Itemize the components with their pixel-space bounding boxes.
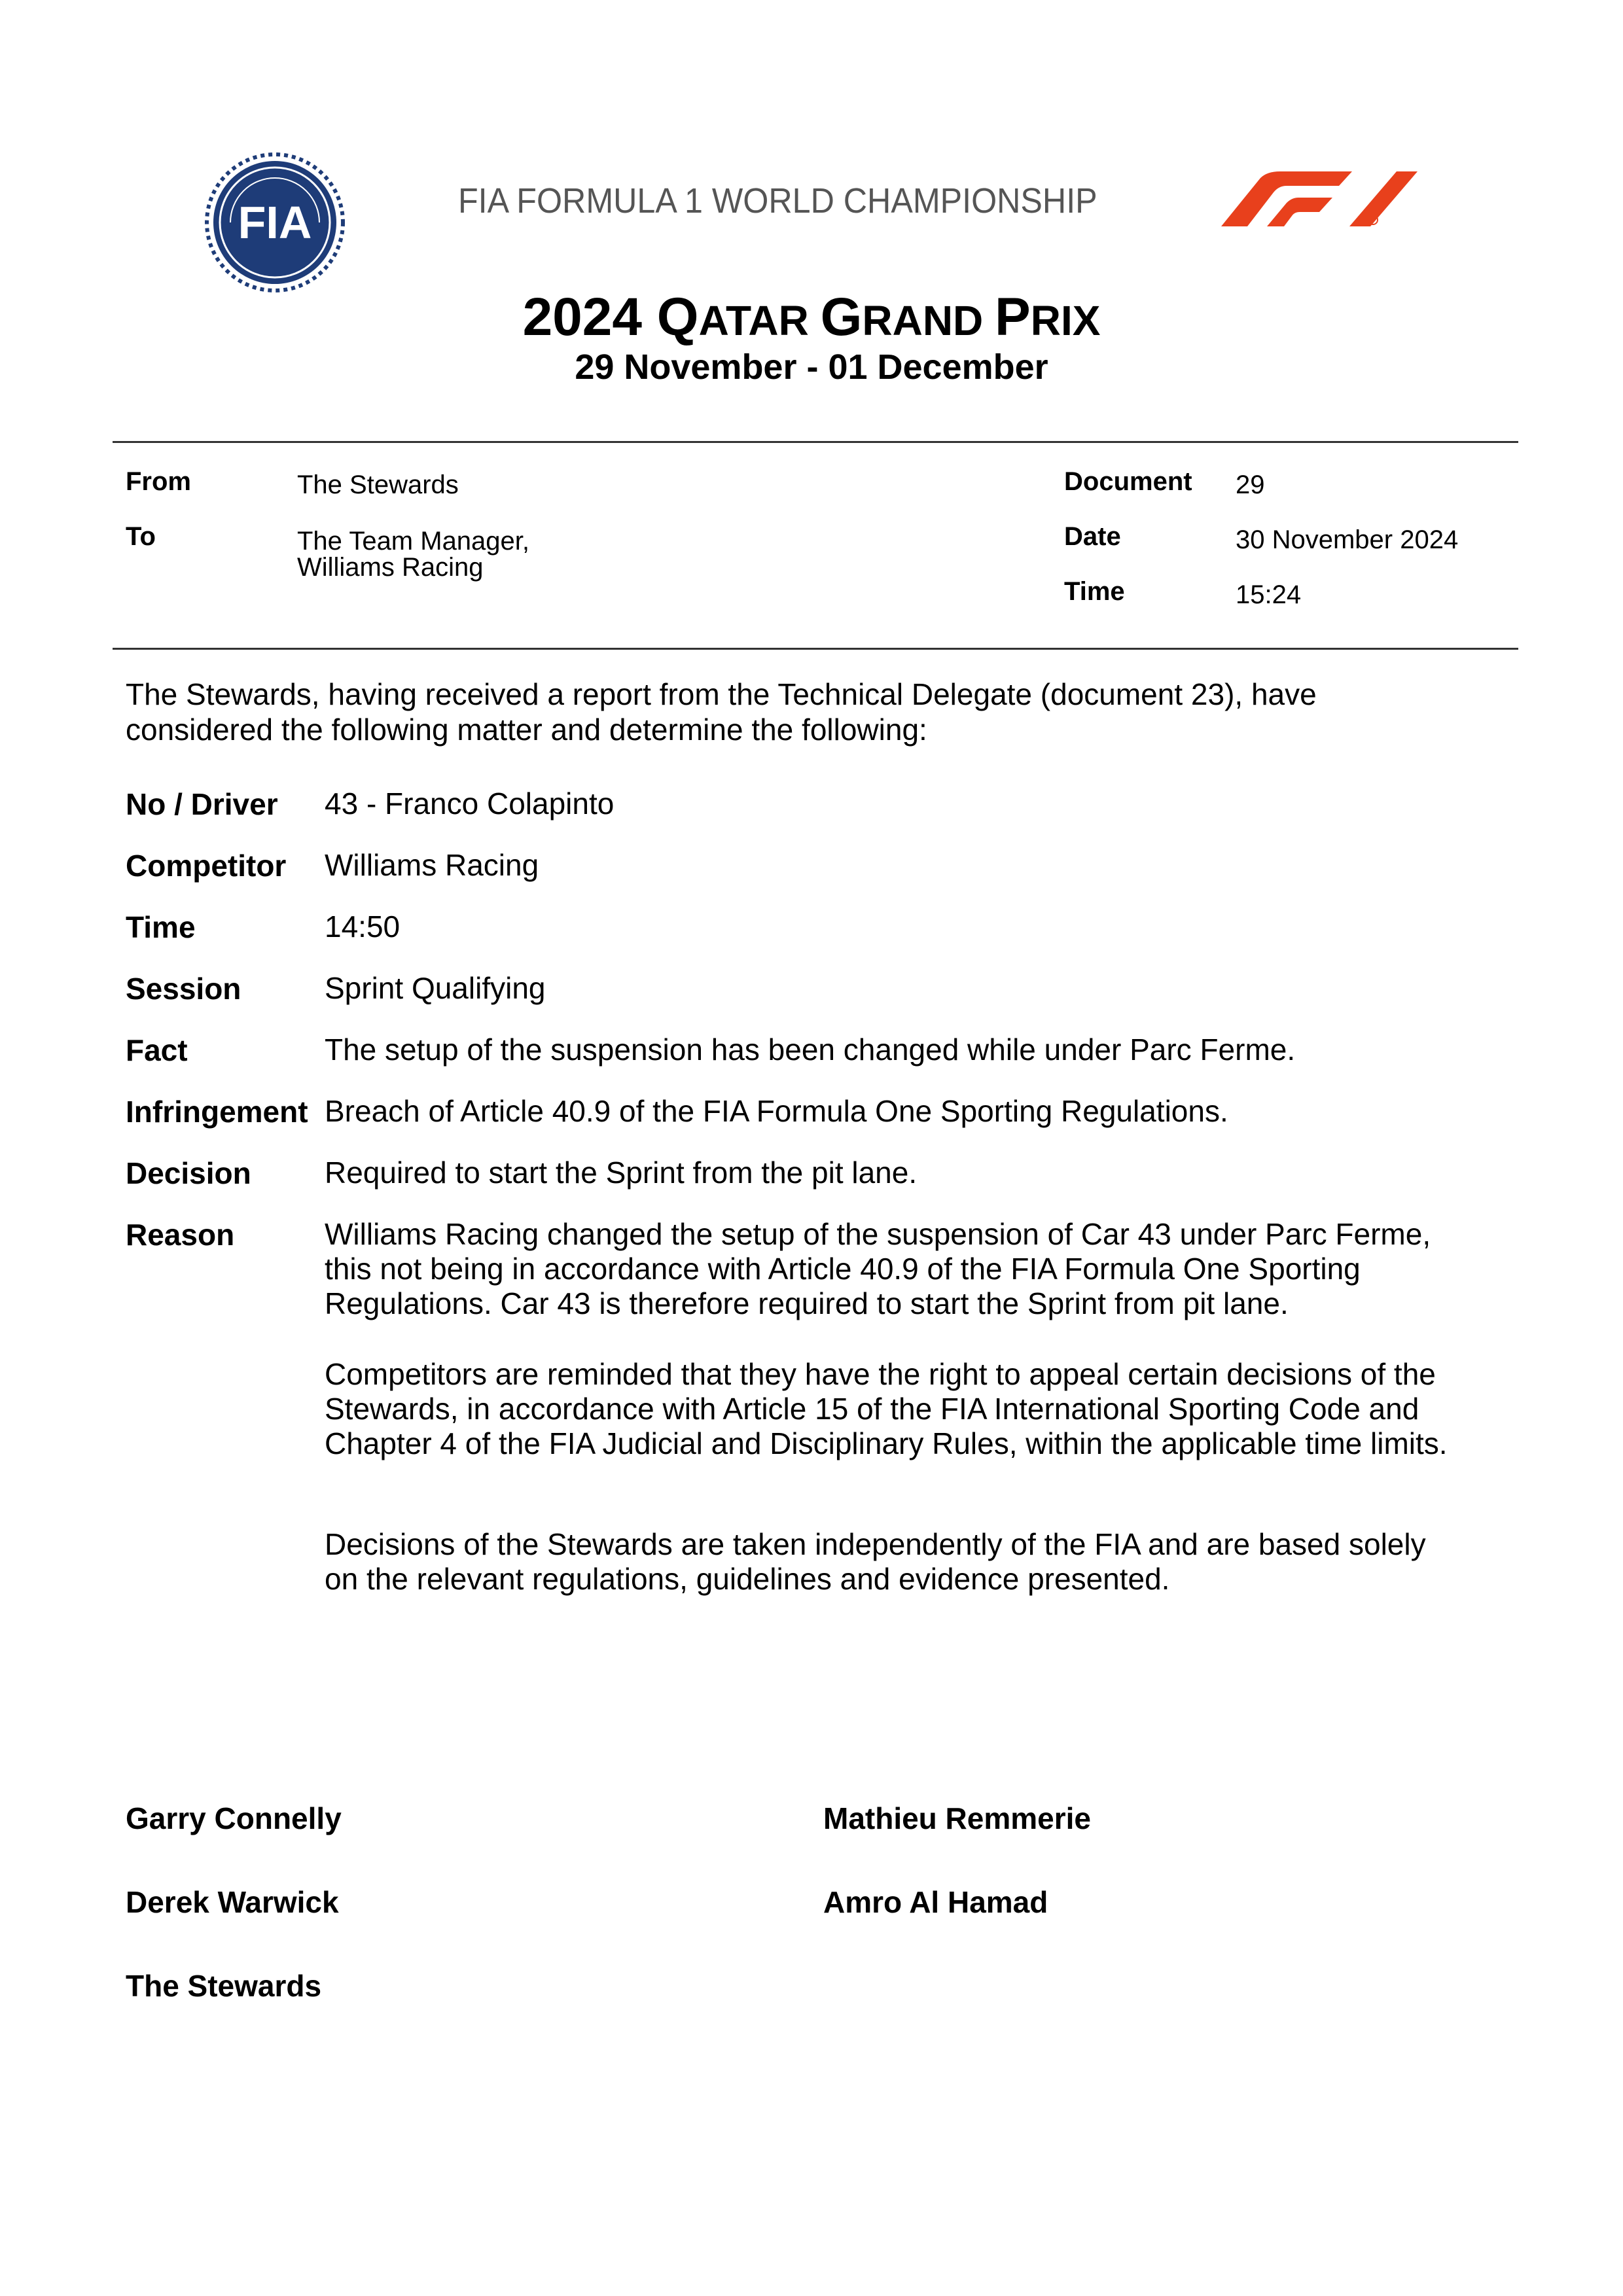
reason-line: Williams Racing changed the setup of the suspension of Car 43 under Parc Ferme, (325, 1217, 1431, 1251)
divider-top (113, 441, 1518, 443)
steward-name: Amro Al Hamad (823, 1885, 1048, 1919)
event-dates: 29 November - 01 December (575, 347, 1048, 387)
document-label: Document (1064, 467, 1192, 496)
divider-bottom (113, 648, 1518, 650)
decision-value: Required to start the Sprint from the pit lane. (325, 1156, 918, 1190)
date-value: 30 November 2024 (1236, 525, 1459, 554)
independence-line: on the relevant regulations, guidelines and evidence presented. (325, 1562, 1170, 1596)
from-label: From (126, 467, 191, 496)
reason-paragraph (325, 1217, 1503, 1321)
fia-logo (204, 152, 346, 293)
appeal-line: Chapter 4 of the FIA Judicial and Disciplinary Rules, within the applicable time limits. (325, 1426, 1448, 1460)
infringement-label: Infringement (126, 1095, 308, 1129)
stewards-footer: The Stewards (126, 1969, 322, 2003)
title-part: RAND (862, 297, 995, 344)
to-label: To (126, 522, 156, 551)
championship-title: FIA FORMULA 1 WORLD CHAMPIONSHIP (458, 181, 1097, 221)
steward-name: Derek Warwick (126, 1885, 339, 1919)
reason-label: Reason (126, 1218, 235, 1252)
driver-label: No / Driver (126, 787, 278, 821)
session-label: Session (126, 972, 241, 1006)
fact-value: The setup of the suspension has been changed while under Parc Ferme. (325, 1033, 1296, 1067)
fia-logo-text: FIA (238, 197, 312, 248)
document-value: 29 (1236, 470, 1265, 499)
to-value-line2: Williams Racing (297, 553, 484, 582)
time-value: 15:24 (1236, 580, 1302, 609)
to-value-line1: The Team Manager, (297, 527, 530, 556)
incident-time-label: Time (126, 910, 196, 944)
title-part: RIX (1030, 297, 1101, 344)
title-part: G (820, 287, 863, 347)
title-part: Q (656, 287, 699, 347)
driver-value: 43 - Franco Colapinto (325, 786, 615, 821)
competitor-label: Competitor (126, 849, 287, 883)
grand-prix-title (0, 281, 1623, 357)
from-value: The Stewards (297, 470, 459, 499)
reason-line: Regulations. Car 43 is therefore required to start the Sprint from pit lane. (325, 1286, 1289, 1320)
incident-time-value: 14:50 (325, 910, 401, 944)
independence-paragraph (325, 1527, 1503, 1597)
appeal-line: Competitors are reminded that they have the right to appeal certain decisions of the (325, 1357, 1436, 1391)
intro-paragraph: The Stewards, having received a report from the Technical Delegate (document 23), have considered the following matter and determine the following: (126, 677, 1317, 747)
steward-name: Garry Connelly (126, 1801, 342, 1835)
steward-name: Mathieu Remmerie (823, 1801, 1092, 1835)
time-label: Time (1064, 577, 1125, 606)
title-part: P (995, 287, 1031, 347)
decision-label: Decision (126, 1156, 251, 1190)
title-part: ATAR (698, 297, 821, 344)
independence-line: Decisions of the Stewards are taken independently of the FIA and are based solely (325, 1527, 1426, 1561)
session-value: Sprint Qualifying (325, 971, 546, 1005)
reason-line: this not being in accordance with Article 40.9 of the FIA Formula One Sporting (325, 1252, 1361, 1286)
fact-label: Fact (126, 1033, 188, 1067)
appeal-line: Stewards, in accordance with Article 15 of the FIA International Sporting Code and (325, 1392, 1419, 1426)
title-part: 2024 (522, 287, 657, 347)
competitor-value: Williams Racing (325, 848, 539, 882)
appeal-paragraph (325, 1357, 1503, 1461)
infringement-value: Breach of Article 40.9 of the FIA Formula One Sporting Regulations. (325, 1094, 1228, 1128)
f1-logo (1221, 171, 1424, 226)
date-label: Date (1064, 522, 1121, 551)
